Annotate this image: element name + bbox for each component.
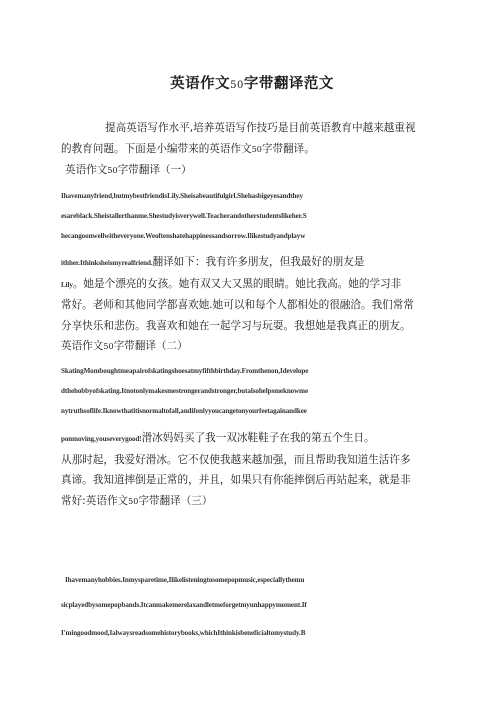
section-heading: 英语作文50字带翻译（二） bbox=[61, 340, 188, 352]
english-line: hecangoonwellwitheveryone.Weoftenshatehappinessandsorrow.Ilikestudyandplayw bbox=[61, 232, 306, 240]
english-line: I'mingoodmood,Ialwaysreadsomehistorybooks,whichIthinkisbeneficialtomystudy.B bbox=[61, 629, 306, 637]
section-one-english bbox=[61, 186, 456, 246]
english-line: Ihavemanyfriend,butmybestfriendisLily.Sheisabeautifulgirl.Shehasbigeyesandthey bbox=[61, 192, 303, 200]
title-text-end: 字带翻译范文 bbox=[243, 76, 334, 92]
english-line: Ihavemanyhobbies.Inmysparetime,Ilikelisteningtosomepopmusic,especiallythemu bbox=[65, 576, 305, 584]
intro-paragraph bbox=[61, 118, 456, 182]
english-line: esareblack.Sheistallerthanme.Shestudyisverywell.Teacherandotherstudentslikeher.S bbox=[61, 212, 307, 220]
english-line: sicplayedbysomepopbands.Itcanmakemerelaxandletmeforgetmyunhappymoment.If bbox=[61, 601, 307, 609]
mixed-line: ithher.Ithinksheismyrealfriend.翻译如下：我有许多朋友，但我最好的朋友是 bbox=[61, 256, 365, 268]
page-title bbox=[0, 72, 504, 93]
english-line: dthehobbyofskating.Itnotonlymakesmestrongerandstronger,butalsohelpsmeknowme bbox=[61, 387, 308, 395]
section-two-english bbox=[61, 361, 456, 421]
intro-line: 提高英语写作水平,培养英语写作技巧是目前英语教育中越来越重视 bbox=[105, 122, 416, 134]
section-three-english bbox=[61, 570, 456, 646]
title-text: 英语作文 bbox=[170, 76, 231, 92]
translation-line: 从那时起，我爱好滑冰。它不仅使我越来越加强，而且帮助我知道生活许多 bbox=[61, 453, 411, 466]
translation-line: 常好。老师和其他同学都喜欢她.她可以和每个人都相处的很融洽。我们常常 bbox=[61, 299, 414, 311]
english-line: SkatingMomboughtmeapairofskatingshoesatmyfifthbirthday.Fromthenon,Idevelope bbox=[61, 367, 309, 375]
translation-line: 分享快乐和悲伤。我喜欢和她在一起学习与玩耍。我想她是我真正的朋友。 bbox=[61, 319, 411, 332]
intro-line: 的教育问题。下面是小编带来的英语作文50字带翻译。 bbox=[61, 142, 315, 155]
english-line: nytruthsoflife.Iknowthatitisnormaltofall,andifonlyyoucangetonyourfeetagainandkee bbox=[61, 407, 307, 415]
mixed-line: ponmoving,youseverygood!滑冰妈妈买了我一双冰鞋鞋子在我的第五个生日。 bbox=[61, 432, 375, 444]
translation-line: Lily。她是个漂亮的女孩。她有双又大又黑的眼睛。她比我高。她的学习非 bbox=[61, 277, 402, 290]
section-one-translation bbox=[61, 252, 456, 358]
title-number: 50 bbox=[230, 80, 244, 91]
section-heading: 常好:英语作文50字带翻译（三） bbox=[61, 494, 213, 507]
translation-line: 真谛。我知道摔倒是正常的，并且，如果只有你能摔倒后再站起来，就是非 bbox=[61, 474, 411, 486]
section-two-translation bbox=[61, 428, 456, 512]
section-heading: 英语作文50字带翻译（一） bbox=[65, 164, 192, 176]
